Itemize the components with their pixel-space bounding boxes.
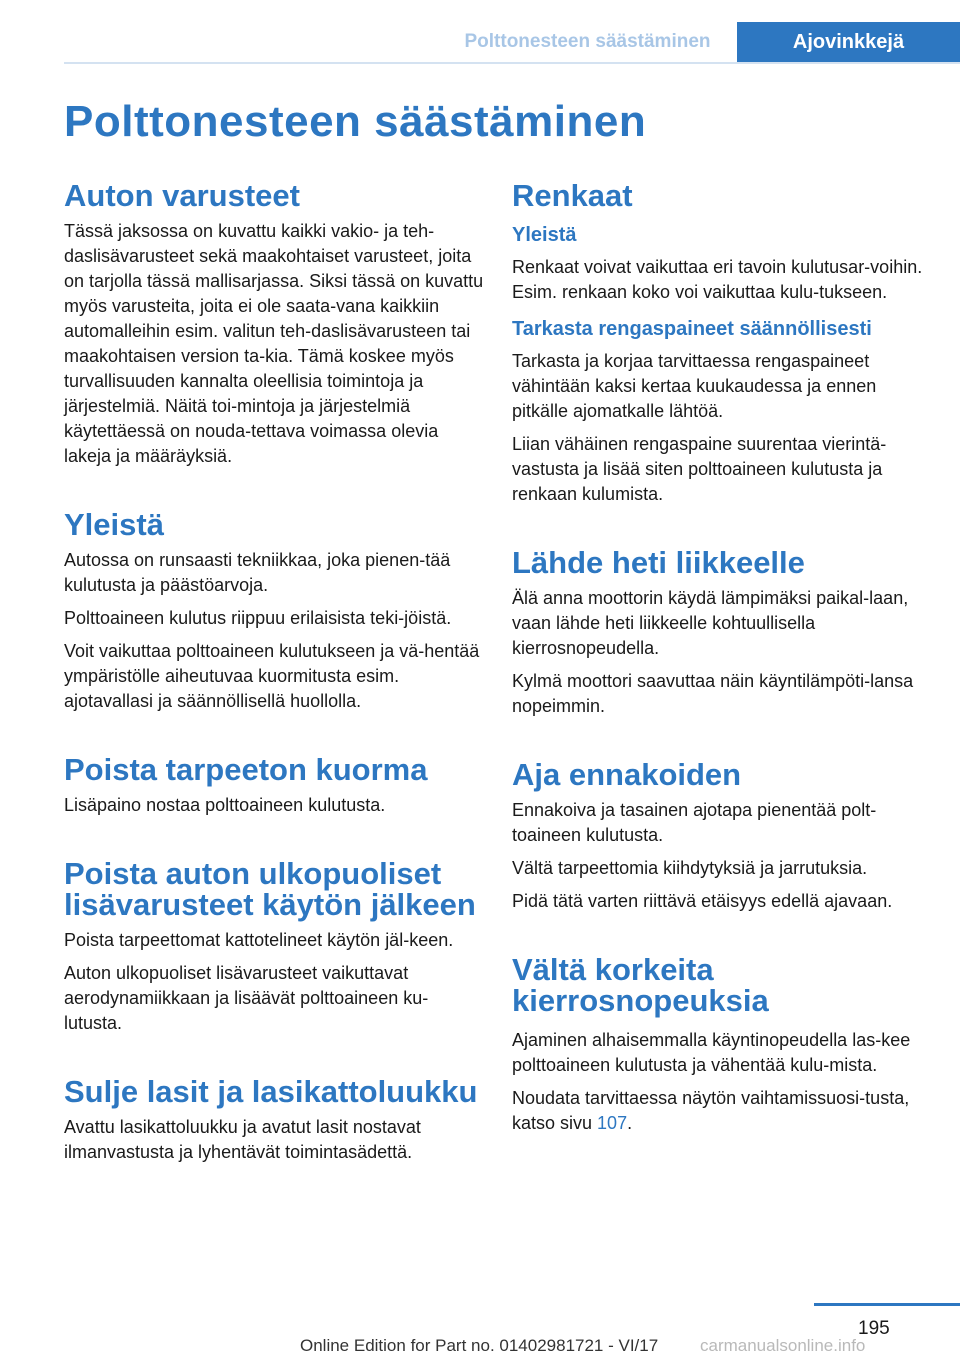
- avoid-high-rpm-paragraph-2: [512, 1086, 932, 1136]
- section-heading-external-accessories: Poista auton ulkopuoliset lisävarusteet käytön jälkeen: [64, 856, 476, 922]
- general-paragraph-1: Autossa on runsaasti tekniikkaa, joka pienen‐tää kulutusta ja päästöarvoja.: [64, 550, 451, 595]
- tires-paragraph-1: Renkaat voivat vaikuttaa eri tavoin kulutusar‐voihin. Esim. renkaan koko voi vaikuttaa kulu‐tukseen.: [512, 257, 923, 302]
- anticipate-paragraph-1: Ennakoiva ja tasainen ajotapa pienentää polt‐toaineen kulutusta.: [512, 800, 877, 845]
- section-heading-anticipate: Aja ennakoiden: [512, 757, 742, 792]
- footer-edition: Online Edition for Part no. 01402981721 - VI/17: [300, 1336, 659, 1355]
- section-heading-close-windows: Sulje lasit ja lasikattoluukku: [64, 1074, 478, 1109]
- page-number: 195: [858, 1318, 890, 1339]
- equipment-paragraph: Tässä jaksossa on kuvattu kaikki vakio- ja teh‐daslisävarusteet sekä maakohtaiset varusteet, joita on tarjolla tässä mallisarjassa. Siksi tässä on kuvattu myös varusteita, joita ei ole saata‐vana kaikkiin automalleihin esim. valitun teh‐daslisävarusteen tai maakohtaisen version ta‐kia. Tämä koskee myös turvallisuuden kannalta oleellisia toimintoja ja järjestelmiä. Näitä toi‐mintoja ja järjestelmiä käytettäessä on nouda‐tettava voimassa olevia lakeja ja määräyksiä.: [64, 221, 484, 466]
- drive-off-paragraph-1: Älä anna moottorin käydä lämpimäksi paikal‐laan, vaan lähde heti liikkeelle kohtuullisella kierrosnopeudella.: [512, 588, 909, 658]
- footer-divider: [814, 1303, 960, 1306]
- page-title: Polttonesteen säästäminen: [64, 97, 647, 146]
- subheading-tires-general: Yleistä: [512, 224, 577, 246]
- header-section-tab: Polttonesteen säästäminen: [464, 31, 711, 52]
- avoid-high-rpm-paragraph-2-end: .: [627, 1113, 633, 1133]
- left-column: [64, 180, 484, 1165]
- external-accessories-paragraph-2: Auton ulkopuoliset lisävarusteet vaikuttavat aerodynamiikkaan ja lisäävät polttoaineen ku‐lutusta.: [64, 963, 429, 1033]
- right-column: [512, 180, 932, 1136]
- remove-load-paragraph: Lisäpaino nostaa polttoaineen kulutusta.: [64, 795, 386, 815]
- section-heading-equipment: Auton varusteet: [64, 178, 300, 213]
- tire-pressure-paragraph-1: Tarkasta ja korjaa tarvittaessa rengaspaineet vähintään kaksi kertaa kuukaudessa ja ennen pitkälle ajomatkalle lähtöä.: [512, 351, 877, 421]
- subheading-tire-pressure: Tarkasta rengaspaineet säännöllisesti: [512, 318, 872, 340]
- header-divider: [64, 62, 960, 64]
- general-paragraph-2: Polttoaineen kulutus riippuu erilaisista teki‐jöistä.: [64, 608, 452, 628]
- section-heading-avoid-high-rpm: Vältä korkeita kierrosnopeuksia: [512, 952, 769, 1018]
- anticipate-paragraph-2: Vältä tarpeettomia kiihdytyksiä ja jarrutuksia.: [512, 858, 868, 878]
- section-heading-tires: Renkaat: [512, 178, 633, 213]
- external-accessories-paragraph-1: Poista tarpeettomat kattotelineet käytön jäl‐keen.: [64, 930, 454, 950]
- watermark: carmanualsonline.info: [700, 1336, 866, 1355]
- avoid-high-rpm-paragraph-1: Ajaminen alhaisemmalla käyntinopeudella las‐kee polttoaineen kulutusta ja vähentää kulu‐mista.: [512, 1030, 911, 1075]
- drive-off-paragraph-2: Kylmä moottori saavuttaa näin käyntilämpöti‐lansa nopeimmin.: [512, 671, 914, 716]
- avoid-high-rpm-paragraph-2-text: Noudata tarvittaessa näytön vaihtamissuosi‐tusta, katso sivu: [512, 1088, 910, 1133]
- anticipate-paragraph-3: Pidä tätä varten riittävä etäisyys edellä ajavaan.: [512, 891, 893, 911]
- close-windows-paragraph: Avattu lasikattoluukku ja avatut lasit nostavat ilmanvastusta ja lyhentävät toimintasädettä.: [64, 1117, 421, 1162]
- section-heading-drive-off: Lähde heti liikkeelle: [512, 545, 805, 580]
- header-chapter-tab: Ajovinkkejä: [737, 22, 960, 62]
- tire-pressure-paragraph-2: Liian vähäinen rengaspaine suurentaa vierintä‐vastusta ja lisää siten polttoaineen kulutusta ja renkaan kulumista.: [512, 434, 887, 504]
- page-reference-link[interactable]: 107: [597, 1113, 628, 1133]
- section-heading-general: Yleistä: [64, 507, 164, 542]
- general-paragraph-3: Voit vaikuttaa polttoaineen kulutukseen ja vä‐hentää ympäristölle aiheutuvaa kuormitusta esim. ajotavallasi ja säännöllisellä huollolla.: [64, 641, 480, 711]
- section-heading-remove-load: Poista tarpeeton kuorma: [64, 752, 428, 787]
